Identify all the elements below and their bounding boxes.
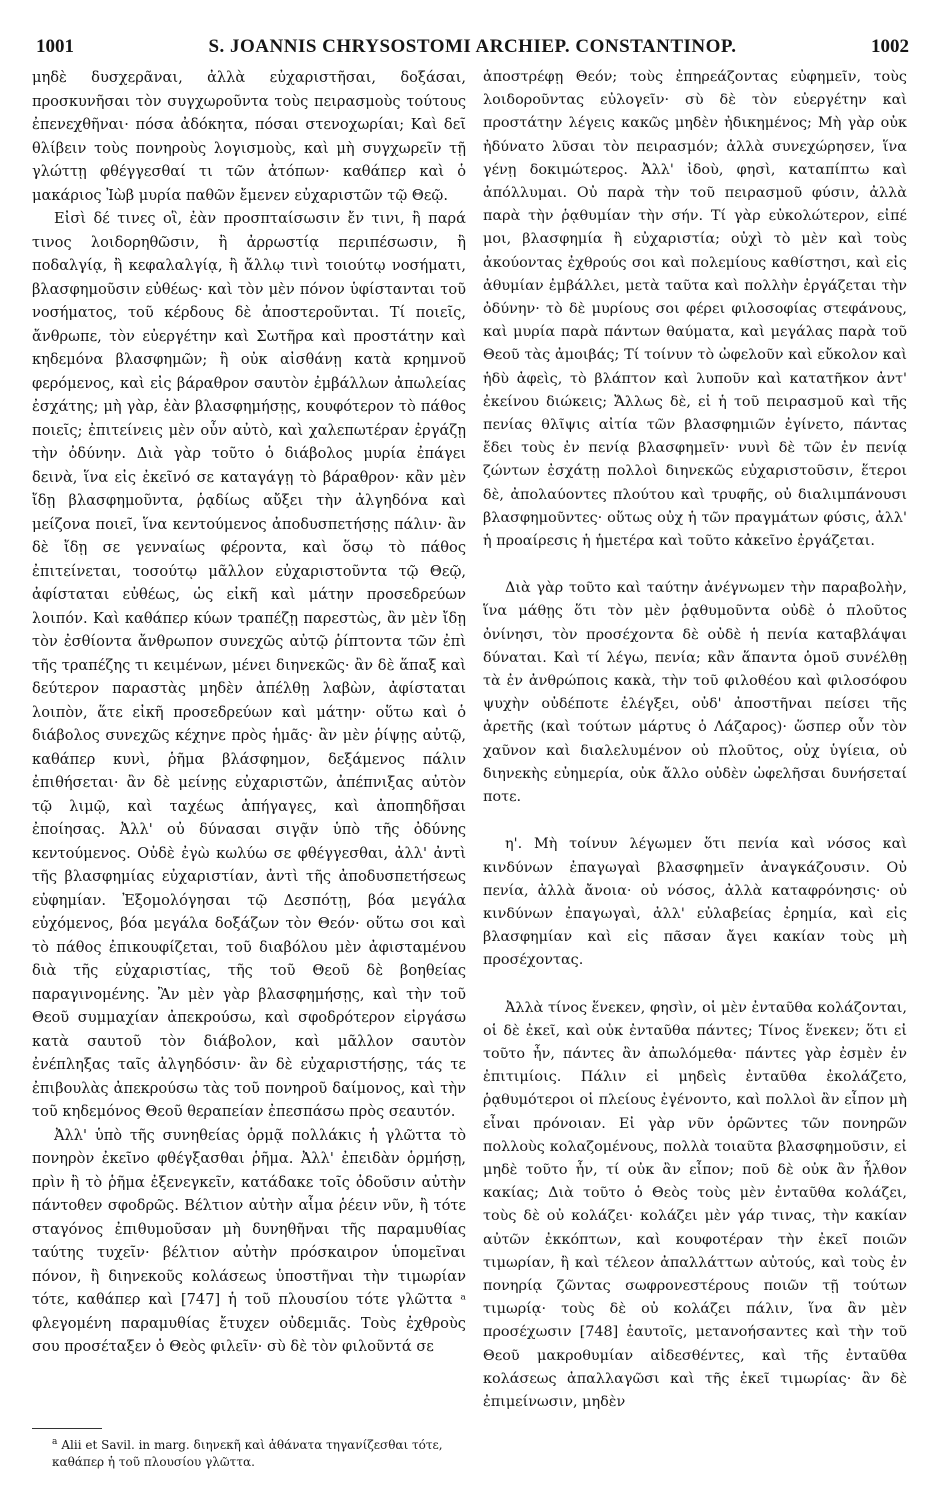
running-title: S. JOANNIS CHRYSOSTOMI ARCHIEP. CONSTANTINOP. [208,36,737,57]
paragraph: ἀποστρέφῃ Θεόν; τοὺς ἐπηρεάζοντας εὐφημεῖν, τοὺς λοιδοροῦντας εὐλογεῖν· σὺ δὲ τὸν εὐεργέτην καὶ προστάτην λέγεις κακῶς μηδὲν ἠδικημένος; Μὴ γὰρ οὐκ ἠδύνατο λῦσαι τὸν πειρασμόν; ἀλλὰ συνεχώρησεν, ἵνα γένῃ δοκιμώτερος. Ἀλλ' ἰδοὺ, φησὶ, καταπίπτω καὶ ἀπόλλυμαι. Οὐ παρὰ τὴν τοῦ πειρασμοῦ φύσιν, ἀλλὰ παρὰ τὴν ῥᾳθυμίαν τὴν σήν. Τί γὰρ εὐκολώτερον, εἰπέ μοι, βλασφημία ἢ εὐχαριστία; οὐχὶ τὸ μὲν καὶ τοὺς ἀκούοντας ἐχθρούς σοι καὶ πολεμίους καθίστησι, καὶ εἰς ἀθυμίαν ἐμβάλλει, μετὰ ταῦτα καὶ πολλὴν ἐργάζεται τὴν ὀδύνην· τὸ δὲ μυρίους σοι φέρει φιλοσοφίας στεφάνους, καὶ μυρία παρὰ πάντων θαύματα, καὶ μεγάλας παρὰ τοῦ Θεοῦ τὰς ἀμοιβάς; Τί τοίνυν τὸ ὠφελοῦν καὶ εὔκολον καὶ ἡδὺ ἀφεὶς, τὸ βλάπτον καὶ λυποῦν καὶ κατατῆκον ἀντ' ἐκείνου διώκεις; Ἄλλως δὲ, εἰ ἡ τοῦ πειρασμοῦ καὶ τῆς πενίας θλῖψις αἰτία τῶν βλασφημιῶν ἐγίνετο, πάντας ἔδει τοὺς ἐν πενίᾳ βλασφημεῖν· νυνὶ δὲ τῶν ἐν πενίᾳ ζώντων ἐσχάτῃ πολλοὶ διηνεκῶς εὐχαριστοῦσιν, ἕτεροι δὲ, ἀπολαύοντες πλούτου καὶ τρυφῆς, οὐ διαλιμπάνουσι βλασφημοῦντες· οὕτως οὐχ ἡ τῶν πραγμάτων φύσις, ἀλλ' ἡ προαίρεσις ἡ ἡμετέρα καὶ τοῦτο κἀκεῖνο ἐργάζεται. [483,69,907,550]
paragraph: μηδὲ δυσχερᾶναι, ἀλλὰ εὐχαριστῆσαι, δοξάσαι, προσκυνῆσαι τὸν συγχωροῦντα τοὺς πειρασμοὺς τούτους ἐπενεχθῆναι· πόσα ἀδόκητα, πόσαι στενοχωρίαι; Καὶ δεῖ θλίβειν τοὺς πονηροὺς λογισμοὺς, καὶ μὴ συγχωρεῖν τῇ γλώττῃ φθέγγεσθαί τι τῶν ἀτόπων· καθάπερ καὶ ὁ μακάριος Ἰὼβ μυρία παθῶν ἔμενεν εὐχαριστῶν τῷ Θεῷ. [32,69,466,204]
right-column [483,66,907,1414]
section-paragraph: η'. Μὴ τοίνυν λέγωμεν ὅτι πενία καὶ νόσος καὶ κινδύνων ἐπαγωγαὶ βλασφημεῖν ἀναγκάζουσιν. Οὐ πενία, ἀλλὰ ἄνοια· οὐ νόσος, ἀλλὰ καταφρόνησις· οὐ κινδύνων ἐπαγωγαὶ, ἀλλ' εὐλαβείας ἐρημία, καὶ εἰς βλασφημίαν καὶ εἰς πᾶσαν ἄγει κακίαν τοὺς μὴ προσέχοντας. [483,836,907,969]
left-page-number: 1001 [36,36,74,57]
footnote-text: Alii et Savil. in marg. διηνεκῆ καὶ ἀθάνατα τηγανίζεσθαι τότε, καθάπερ ἡ τοῦ πλουσίου γλῶττα. [52,1438,443,1469]
footnote-mark: a [52,1437,58,1447]
footnote-rule [32,1428,102,1429]
paragraph: Ἀλλὰ τίνος ἕνεκεν, φησὶν, οἱ μὲν ἐνταῦθα κολάζονται, οἱ δὲ ἐκεῖ, καὶ οὐκ ἐνταῦθα πάντες; Τίνος ἕνεκεν; ὅτι εἰ τοῦτο ἦν, πάντες ἂν ἀπωλόμεθα· πάντες γὰρ ἐσμὲν ἐν ἐπιτιμίοις. Πάλιν εἰ μηδεὶς ἐνταῦθα ἐκολάζετο, ῥᾳθυμότεροι οἱ πλείους ἐγένοντο, καὶ πολλοὶ ἂν εἶπον μὴ εἶναι πρόνοιαν. Εἰ γὰρ νῦν ὁρῶντες τῶν πονηρῶν πολλοὺς κολαζομένους, πολλὰ τοιαῦτα βλασφημοῦσιν, εἰ μηδὲ τοῦτο ἦν, τί οὐκ ἂν εἶπον; ποῦ δὲ οὐκ ἂν ἦλθον κακίας; Διὰ τοῦτο ὁ Θεὸς τοὺς μὲν ἐνταῦθα κολάζει, τοὺς δὲ οὐ κολάζει· κολάζει μὲν γάρ τινας, τὴν κακίαν αὐτῶν ἐκκόπτων, καὶ κουφοτέραν τὴν ἐκεῖ ποιῶν τιμωρίαν, ἢ καὶ τέλεον ἀπαλλάττων αὐτούς, καὶ τοὺς ἐν πονηρίᾳ ζῶντας σωφρονεστέρους ποιῶν τῇ τούτων τιμωρίᾳ· τοὺς δὲ οὐ κολάζει πάλιν, ἵνα ἂν μὲν προσέχωσιν [748] ἑαυτοῖς, μετανοήσαντες καὶ τὴν τοῦ Θεοῦ μακροθυμίαν αἰδεσθέντες, καὶ τῆς ἐνταῦθα κολάσεως ἀπαλλαγῶσι καὶ τῆς ἐκεῖ τιμωρίας· ἂν δὲ ἐπιμείνωσιν, μηδὲν [483,999,907,1410]
right-page-number: 1002 [871,36,909,57]
left-column [32,66,466,1359]
paragraph: Εἰσὶ δέ τινες οἳ, ἐὰν προσπταίσωσιν ἔν τινι, ἢ παρά τινος λοιδορηθῶσιν, ἢ ἀρρωστίᾳ περιπέσωσιν, ἢ ποδαλγίᾳ, ἢ κεφαλαλγίᾳ, ἢ ἄλλῳ τινὶ τοιούτῳ νοσήματι, βλασφημοῦσιν εὐθέως· καὶ τὸν μὲν πόνον ὑφίστανται τοῦ νοσήματος, τοῦ κέρδους δὲ ἀποστεροῦνται. Τί ποιεῖς, ἄνθρωπε, τὸν εὐεργέτην καὶ Σωτῆρα καὶ προστάτην καὶ κηδεμόνα βλασφημῶν; ἢ οὐκ αἰσθάνῃ κατὰ κρημνοῦ φερόμενος, καὶ εἰς βάραθρον σαυτὸν ἐμβάλλων ἀπωλείας ἐσχάτης; μὴ γὰρ, ἐὰν βλασφημήσῃς, κουφότερον τὸ πάθος ποιεῖς; ἐπιτείνεις μὲν οὖν αὐτὸ, καὶ χαλεπωτέραν ἐργάζῃ τὴν ὀδύνην. Διὰ γὰρ τοῦτο ὁ διάβολος μυρία ἐπάγει δεινὰ, ἵνα εἰς ἐκεῖνό σε καταγάγῃ τὸ βάραθρον· κἂν μὲν ἴδῃ βλασφημοῦντα, ῥᾳδίως αὔξει τὴν ἀλγηδόνα καὶ μείζονα ποιεῖ, ἵνα κεντούμενος ἀποδυσπετήσῃς πάλιν· ἂν δὲ ἴδῃ σε γενναίως φέροντα, καὶ ὅσῳ τὸ πάθος ἐπιτείνεται, τοσούτῳ μᾶλλον εὐχαριστοῦντα τῷ Θεῷ, ἀφίσταται εὐθέως, ὡς εἰκῆ καὶ μάτην προσεδρεύων λοιπόν. Καὶ καθάπερ κύων τραπέζῃ παρεστὼς, ἂν μὲν ἴδῃ τὸν ἐσθίοντα ἄνθρωπον συνεχῶς αὐτῷ ῥίπτοντα τῶν ἐπὶ τῆς τραπέζης τι κειμένων, μένει διηνεκῶς· ἂν δὲ ἅπαξ καὶ δεύτερον παραστὰς μηδὲν ἀπέλθῃ λαβὼν, ἀφίσταται λοιπὸν, ἅτε εἰκῆ προσεδρεύων καὶ μάτην· οὕτω καὶ ὁ διάβολος συνεχῶς κέχηνε πρὸς ἡμᾶς· ἂν μὲν ῥίψῃς αὐτῷ, καθάπερ κυνὶ, ῥῆμα βλάσφημον, δεξάμενος πάλιν ἐπιθήσεται· ἂν δὲ μείνῃς εὐχαριστῶν, ἀπέπνιξας αὐτὸν τῷ λιμῷ, καὶ ταχέως ἀπήγαγες, καὶ ἀποπηδῆσαι ἐποίησας. Ἀλλ' οὐ δύνασαι σιγᾷν ὑπὸ τῆς ὀδύνης κεντούμενος. Οὐδὲ ἐγὼ κωλύω σε φθέγγεσθαι, ἀλλ' ἀντὶ τῆς βλασφημίας εὐχαριστίαν, ἀντὶ τῆς ἀποδυσπετήσεως εὐφημίαν. Ἐξομολόγησαι τῷ Δεσπότῃ, βόα μεγάλα εὐχόμενος, βόα μεγάλα δοξάζων τὸν Θεόν· οὕτω σοι καὶ τὸ πάθος ἐπικουφίζεται, τοῦ διαβόλου μὲν ἀφισταμένου διὰ τῆς εὐχαριστίας, τῆς τοῦ Θεοῦ δὲ βοηθείας παραγινομένης. Ἂν μὲν γὰρ βλασφημήσῃς, καὶ τὴν τοῦ Θεοῦ συμμαχίαν ἀπεκρούσω, καὶ σφοδρότερον εἰργάσω κατὰ σαυτοῦ τὸν διάβολον, καὶ μᾶλλον σαυτὸν ἐνέπληξας ταῖς ἀλγηδόσιν· ἂν δὲ εὐχαριστήσῃς, τάς τε ἐπιβουλὰς ἀπεκρούσω τὰς τοῦ πονηροῦ δαίμονος, καὶ τὴν τοῦ κηδεμόνος Θεοῦ θεραπείαν ἐπεσπάσω πρὸς σεαυτόν. [32,210,466,1120]
paragraph: Ἀλλ' ὑπὸ τῆς συνηθείας ὁρμᾷ πολλάκις ἡ γλῶττα τὸ πονηρὸν ἐκεῖνο φθέγξασθαι ῥῆμα. Ἀλλ' ἐπειδὰν ὁρμήσῃ, πρὶν ἢ τὸ ῥῆμα ἐξενεγκεῖν, κατάδακε τοῖς ὀδοῦσιν αὐτὴν πάντοθεν σφοδρῶς. Βέλτιον αὐτὴν αἷμα ῥέειν νῦν, ἢ τότε σταγόνος ἐπιθυμοῦσαν μὴ δυνηθῆναι τῆς παραμυθίας ταύτης τυχεῖν· βέλτιον αὐτὴν πρόσκαιρον ὑπομεῖναι πόνον, ἢ διηνεκοῦς κολάσεως ὑποστῆναι τὴν τιμωρίαν τότε, καθάπερ καὶ [747] ἡ τοῦ πλουσίου τότε γλῶττα ᵃ φλεγομένη παραμυθίας ἔτυχεν οὐδεμιᾶς. Τοὺς ἐχθροὺς σου προσέταξεν ὁ Θεὸς φιλεῖν· σὺ δὲ τὸν φιλοῦντά σε [32,1126,466,1355]
footnote [52,1434,472,1471]
running-header [36,36,909,60]
paragraph: Διὰ γὰρ τοῦτο καὶ ταύτην ἀνέγνωμεν τὴν παραβολὴν, ἵνα μάθῃς ὅτι τὸν μὲν ῥᾳθυμοῦντα οὐδὲ ὁ πλοῦτος ὀνίνησι, τὸν προσέχοντα δὲ οὐδὲ ἡ πενία καταβλάψαι δύναται. Καὶ τί λέγω, πενία; κἂν ἅπαντα ὁμοῦ συνέλθῃ τὰ ἐν ἀνθρώποις κακὰ, τὴν τοῦ φιλοθέου καὶ φιλοσόφου ψυχὴν οὐδέποτε ἐλέγξει, οὐδ' ἀποστῆναι πείσει τῆς ἀρετῆς (καὶ τούτων μάρτυς ὁ Λάζαρος)· ὥσπερ οὖν τὸν χαῦνον καὶ διαλελυμένον οὐ πλοῦτος, οὐχ ὑγίεια, οὐ διηνεκὴς εὐημερία, οὐκ ἄλλο οὐδὲν ὠφελῆσαι δυνήσεταί ποτε. [483,580,907,806]
